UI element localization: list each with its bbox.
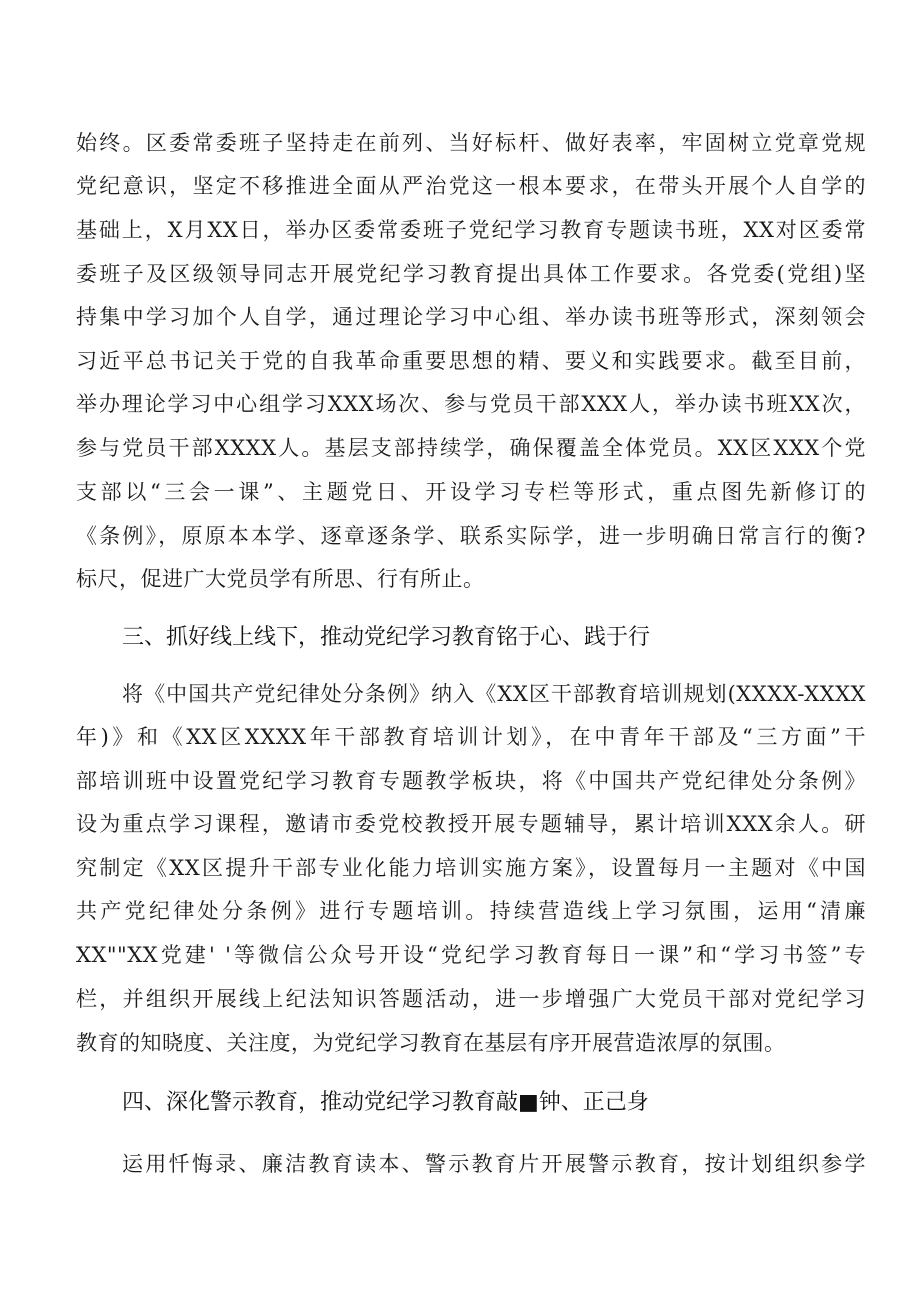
paragraph-line: 年)》和《XX区XXXX年干部教育培训计划》，在中青年干部及“三方面”干 <box>76 725 866 749</box>
paragraph-line: 委班子及区级领导同志开展党纪学习教育提出具体工作要求。各党委(党组)坚 <box>76 262 866 286</box>
paragraph-line: 标尺，促进广大党员学有所思、行有所止。 <box>76 567 485 591</box>
paragraph-line: XX""XX党建' '等微信公众号开设“党纪学习教育每日一课”和“学习书签”专 <box>76 943 866 967</box>
paragraph-line: 举办理论学习中心组学习XXX场次、参与党员干部XXX人，举办读书班XX次， <box>76 392 866 416</box>
paragraph-line: 支部以“三会一课”、主题党日、开设学习专栏等形式，重点图先新修订的 <box>76 480 866 504</box>
paragraph-line: 党纪意识，坚定不移推进全面从严治党这一根本要求，在带头开展个人自学的 <box>76 174 866 198</box>
section-heading: 三、抓好线上线下，推动党纪学习教育铭于心、践于行 <box>122 625 651 650</box>
paragraph-line: 究制定《XX区提升干部专业化能力培训实施方案》，设置每月一主题对《中国 <box>76 856 866 880</box>
paragraph-line: 基础上，X月XX日，举办区委常委班子党纪学习教育专题读书班，XX对区委常 <box>76 218 866 242</box>
paragraph-line: 始终。区委常委班子坚持走在前列、当好标杆、做好表率，牢固树立党章党规 <box>76 131 866 155</box>
paragraph-line: 运用忏悔录、廉洁教育读本、警示教育片开展警示教育，按计划组织参学 <box>122 1152 866 1176</box>
paragraph-line: 设为重点学习课程，邀请市委党校教授开展专题辅导，累计培训XXX余人。研 <box>76 812 866 836</box>
paragraph-line: 参与党员干部XXXX人。基层支部持续学，确保覆盖全体党员。XX区XXX个党 <box>76 436 866 460</box>
paragraph-line: 栏，并组织开展线上纪法知识答题活动，进一步增强广大党员干部对党纪学习 <box>76 987 866 1011</box>
paragraph-line: 教育的知晓度、关注度，为党纪学习教育在基层有序开展营造浓厚的氛围。 <box>76 1031 786 1055</box>
section-heading: 四、深化警示教育，推动党纪学习教育敲■钟、正己身 <box>122 1090 649 1115</box>
paragraph-line: 部培训班中设置党纪学习教育专题教学板块，将《中国共产党纪律处分条例》 <box>76 769 866 793</box>
paragraph-line: 将《中国共产党纪律处分条例》纳入《XX区干部教育培训规划(XXXX-XXXX <box>122 682 866 706</box>
paragraph-line: 持集中学习加个人自学，通过理论学习中心组、举办读书班等形式，深刻领会 <box>76 305 866 329</box>
paragraph-line: 习近平总书记关于党的自我革命重要思想的精、要义和实践要求。截至目前， <box>76 349 866 373</box>
paragraph-line: 共产党纪律处分条例》进行专题培训。持续营造线上学习氛围，运用“清廉 <box>76 899 866 923</box>
paragraph-line: 《条例》，原原本本学、逐章逐条学、联系实际学，进一步明确日常言行的衡? <box>76 524 866 548</box>
